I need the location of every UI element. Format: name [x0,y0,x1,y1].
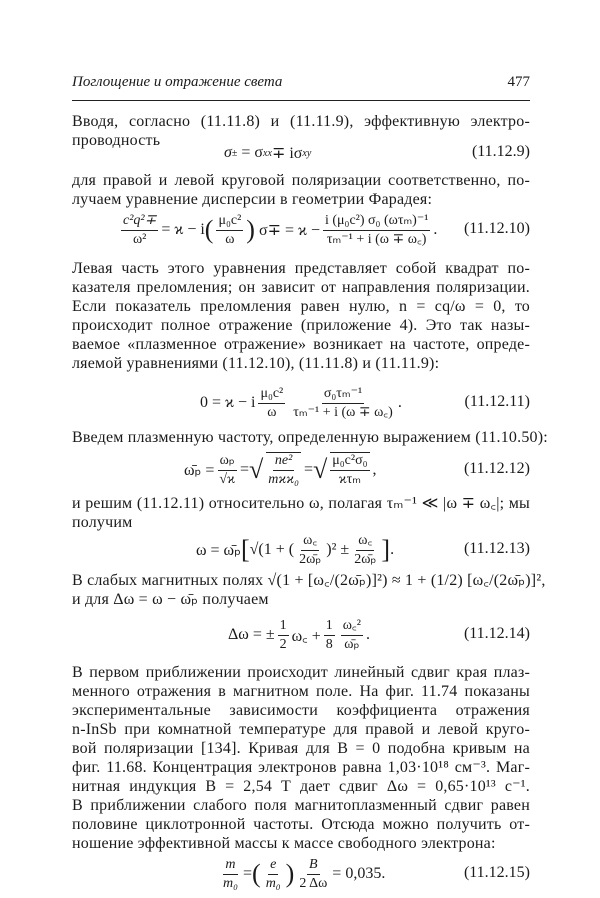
sqrt-icon: √ [313,455,328,484]
equation-11-12-11: 0 = ϰ − i $\frac{\text{μ₀c²}}{\omega}$ $\frac{\text{σ₀τₘ⁻¹}}{\text{τₘ⁻¹ + i (ω ∓ ω꜀)}}$ . (11.12.11) [200,385,530,420]
eq-term: ω̄ₚ = [184,462,215,479]
text-line: В слабых магнитных полях √(1 + [ω꜀/(2ω̄ₚ)]²) ≈ 1 + (1/2) [ω꜀/(2ω̄ₚ)]², [72,572,546,589]
equation-number: (11.12.12) [463,460,530,477]
text-line: В приближении слабого поля магнитоплазменный сдвиг равен [72,797,530,814]
eq-sub: ± [231,147,238,159]
eq-term: ω = ω̄ₚ [196,542,241,559]
eq-term: σ∓ = ϰ − [258,222,320,239]
equation-11-12-15: $\frac{m}{\text{m₀}}$ = ( $\frac{e}{\text{m₀}}$ ) $\frac{B}{2 \Delta\omega}$ = 0,035. (11.12.15) [223,856,530,891]
eq-term: = 0,035. [332,865,386,882]
equation-number: (11.12.10) [463,220,530,237]
text-line: половине циклотронной частоты. Отсюда можно получить от- [72,816,530,833]
fraction: $\frac{\text{c²q²∓}}{\text{ω²}}$ [123,212,157,247]
fraction: $\frac{\text{ωₚ}}{√ϰ}$ [219,452,235,487]
header-rule [72,100,530,101]
text-line: Вводя, согласно (11.11.8) и (11.11.9), эффективную электро- [72,113,530,130]
running-title: Поглощение и отражение света [72,74,283,90]
fraction: $\frac{\omega꜀}{\text{2ω̄ₚ}}$ [354,532,377,567]
text-line: для правой и левой круговой поляризации соответственно, по- [72,172,530,189]
fraction: $\frac{B}{2 \Delta\omega}$ [299,856,328,891]
paragraph-7 [72,663,530,853]
eq-term: √(1 + ( [249,541,295,558]
eq-sub: xx [263,147,272,159]
equation-11-12-9 [72,143,530,163]
eq-term: σ [224,144,232,161]
text-line: менного отражения в магнитном поле. На фиг. 11.74 показаны [72,683,530,700]
fraction: $\frac{1}{2}$ [279,617,287,652]
fraction: $\frac{\text{i (μ₀c²) σ₀ (ωτₘ)⁻¹}}{\text{τₘ⁻¹ + i (ω ∓ ω꜀)}}$ [325,212,429,247]
text-line: n-InSb при комнатной температуре для правой и левой круго- [72,721,530,738]
text-line: Левая часть этого уравнения представляет собой квадрат по- [72,260,530,277]
paragraph-2 [72,171,530,209]
text-line: В первом приближении происходит линейный сдвиг края плаз- [72,664,530,681]
paragraph-6 [72,571,546,609]
sqrt-icon: √ [248,455,264,484]
text-line: фиг. 11.68. Концентрация электронов равна 1,03·10¹⁸ см⁻³. Маг- [72,759,530,776]
fraction: $\frac{\omega꜀}{\text{2ω̄ₚ}}$ [299,532,322,567]
eq-term: ∓ iσ [271,145,303,162]
text-line: ляемой уравнениями (11.12.10), (11.11.8) и (11.11.9): [72,355,440,372]
running-header [72,74,530,94]
equation-number: (11.12.14) [463,625,530,642]
equation-11-12-13: ω = ω̄ₚ [ √(1 + ( $\frac{\omega꜀}{\text{2ω̄ₚ}}$ )² ± $\frac{\omega꜀}{\text{2ω̄ₚ}}$ ] . (11.12.13) [196,532,530,567]
text-line: получим [72,514,133,531]
equation-number: (11.12.9) [471,143,530,160]
eq-term: = σ [241,144,264,161]
text-line: ношение эффективной массы к массе свободного электрона: [72,835,496,852]
eq-term: Δω = ± [228,626,275,643]
fraction: $\frac{\text{μ₀c²σ₀}}{\text{ϰτₘ}}$ [332,453,368,487]
eq-sub: xy [302,147,312,159]
fraction: $\frac{\text{μ₀c²}}{\omega}$ [260,385,284,420]
fraction: $\frac{\text{ω꜀²}}{\text{ω̄ₚ}}$ [342,617,361,652]
text-line: нитная индукция B = 2,54 Т дает сдвиг Δω = 0,65·10¹³ с⁻¹. [72,778,530,795]
text-line: вой поляризации [134]. Кривая для B = 0 подобна кривым на [72,740,530,757]
equation-11-12-12: ω̄ₚ = $\frac{\text{ωₚ}}{√ϰ}$ = √ $\frac{\text{ne²}}{\text{mϰϰ₀}}$ = √ $\frac{\text{μ₀c²σ₀}}{\text{ϰτₘ}}$ , (11.12.12) [184,452,530,487]
equation-number: (11.12.13) [463,540,530,557]
eq-term: = ϰ − i [161,221,205,238]
equation-11-12-14: Δω = ± $\frac{1}{2}$ ω꜀ + $\frac{1}{8}$ $\frac{\text{ω꜀²}}{\text{ω̄ₚ}}$ . (11.12.14) [228,617,530,652]
text-line: экспериментальные зависимости коэффициента отражения [72,702,530,719]
paragraph-5 [72,494,530,532]
paragraph-4 [72,428,548,447]
fraction: $\frac{\text{μ₀c²}}{\omega}$ [218,212,242,247]
fraction: $\frac{m}{\text{m₀}}$ [223,856,238,891]
eq-term: 0 = ϰ − i [200,394,256,411]
fraction: $\frac{e}{\text{m₀}}$ [265,856,281,891]
equation-11-12-10: $\frac{\text{c²q²∓}}{\text{ω²}}$ = ϰ − i ( $\frac{\text{μ₀c²}}{\omega}$ ) σ∓ = ϰ − $\frac{\text{i (μ₀c²) σ₀ (ωτₘ)⁻¹}}{\text{τₘ⁻¹ + i (ω ∓ ω꜀)}}$ . (11.12.10) [123,212,530,247]
text-line: лучаем уравнение дисперсии в геометрии Фарадея: [72,191,433,208]
text-line: казателя преломления; он зависит от направления поляризации. [72,279,530,296]
text-line: и решим (11.12.11) относительно ω, полагая τₘ⁻¹ ≪ |ω ∓ ω꜀|; мы [72,495,530,512]
text-line: проводность [72,132,161,149]
fraction: $\frac{1}{8}$ [325,617,333,652]
text-line: Введем плазменную частоту, определенную выражением (11.10.50): [72,429,548,446]
text-line: и для Δω = ω − ω̄ₚ получаем [72,591,269,608]
equation-number: (11.12.15) [463,864,530,881]
equation-number: (11.12.11) [464,393,530,410]
text-line: происходит полное отражение (приложение 4). Это так назы- [72,317,530,334]
fraction: $\frac{\text{ne²}}{\text{mϰϰ₀}}$ [268,453,299,487]
text-line: ваемое «плазменное отражение» возникает на частоте, опреде- [72,336,530,353]
fraction: $\frac{\text{σ₀τₘ⁻¹}}{\text{τₘ⁻¹ + i (ω ∓ ω꜀)}}$ [293,385,393,420]
text-line: Если показатель преломления равен нулю, n = cq/ω = 0, то [72,298,530,315]
paragraph-3 [72,259,530,373]
eq-term: ω꜀ + [291,628,321,645]
page-number: 477 [507,74,530,90]
